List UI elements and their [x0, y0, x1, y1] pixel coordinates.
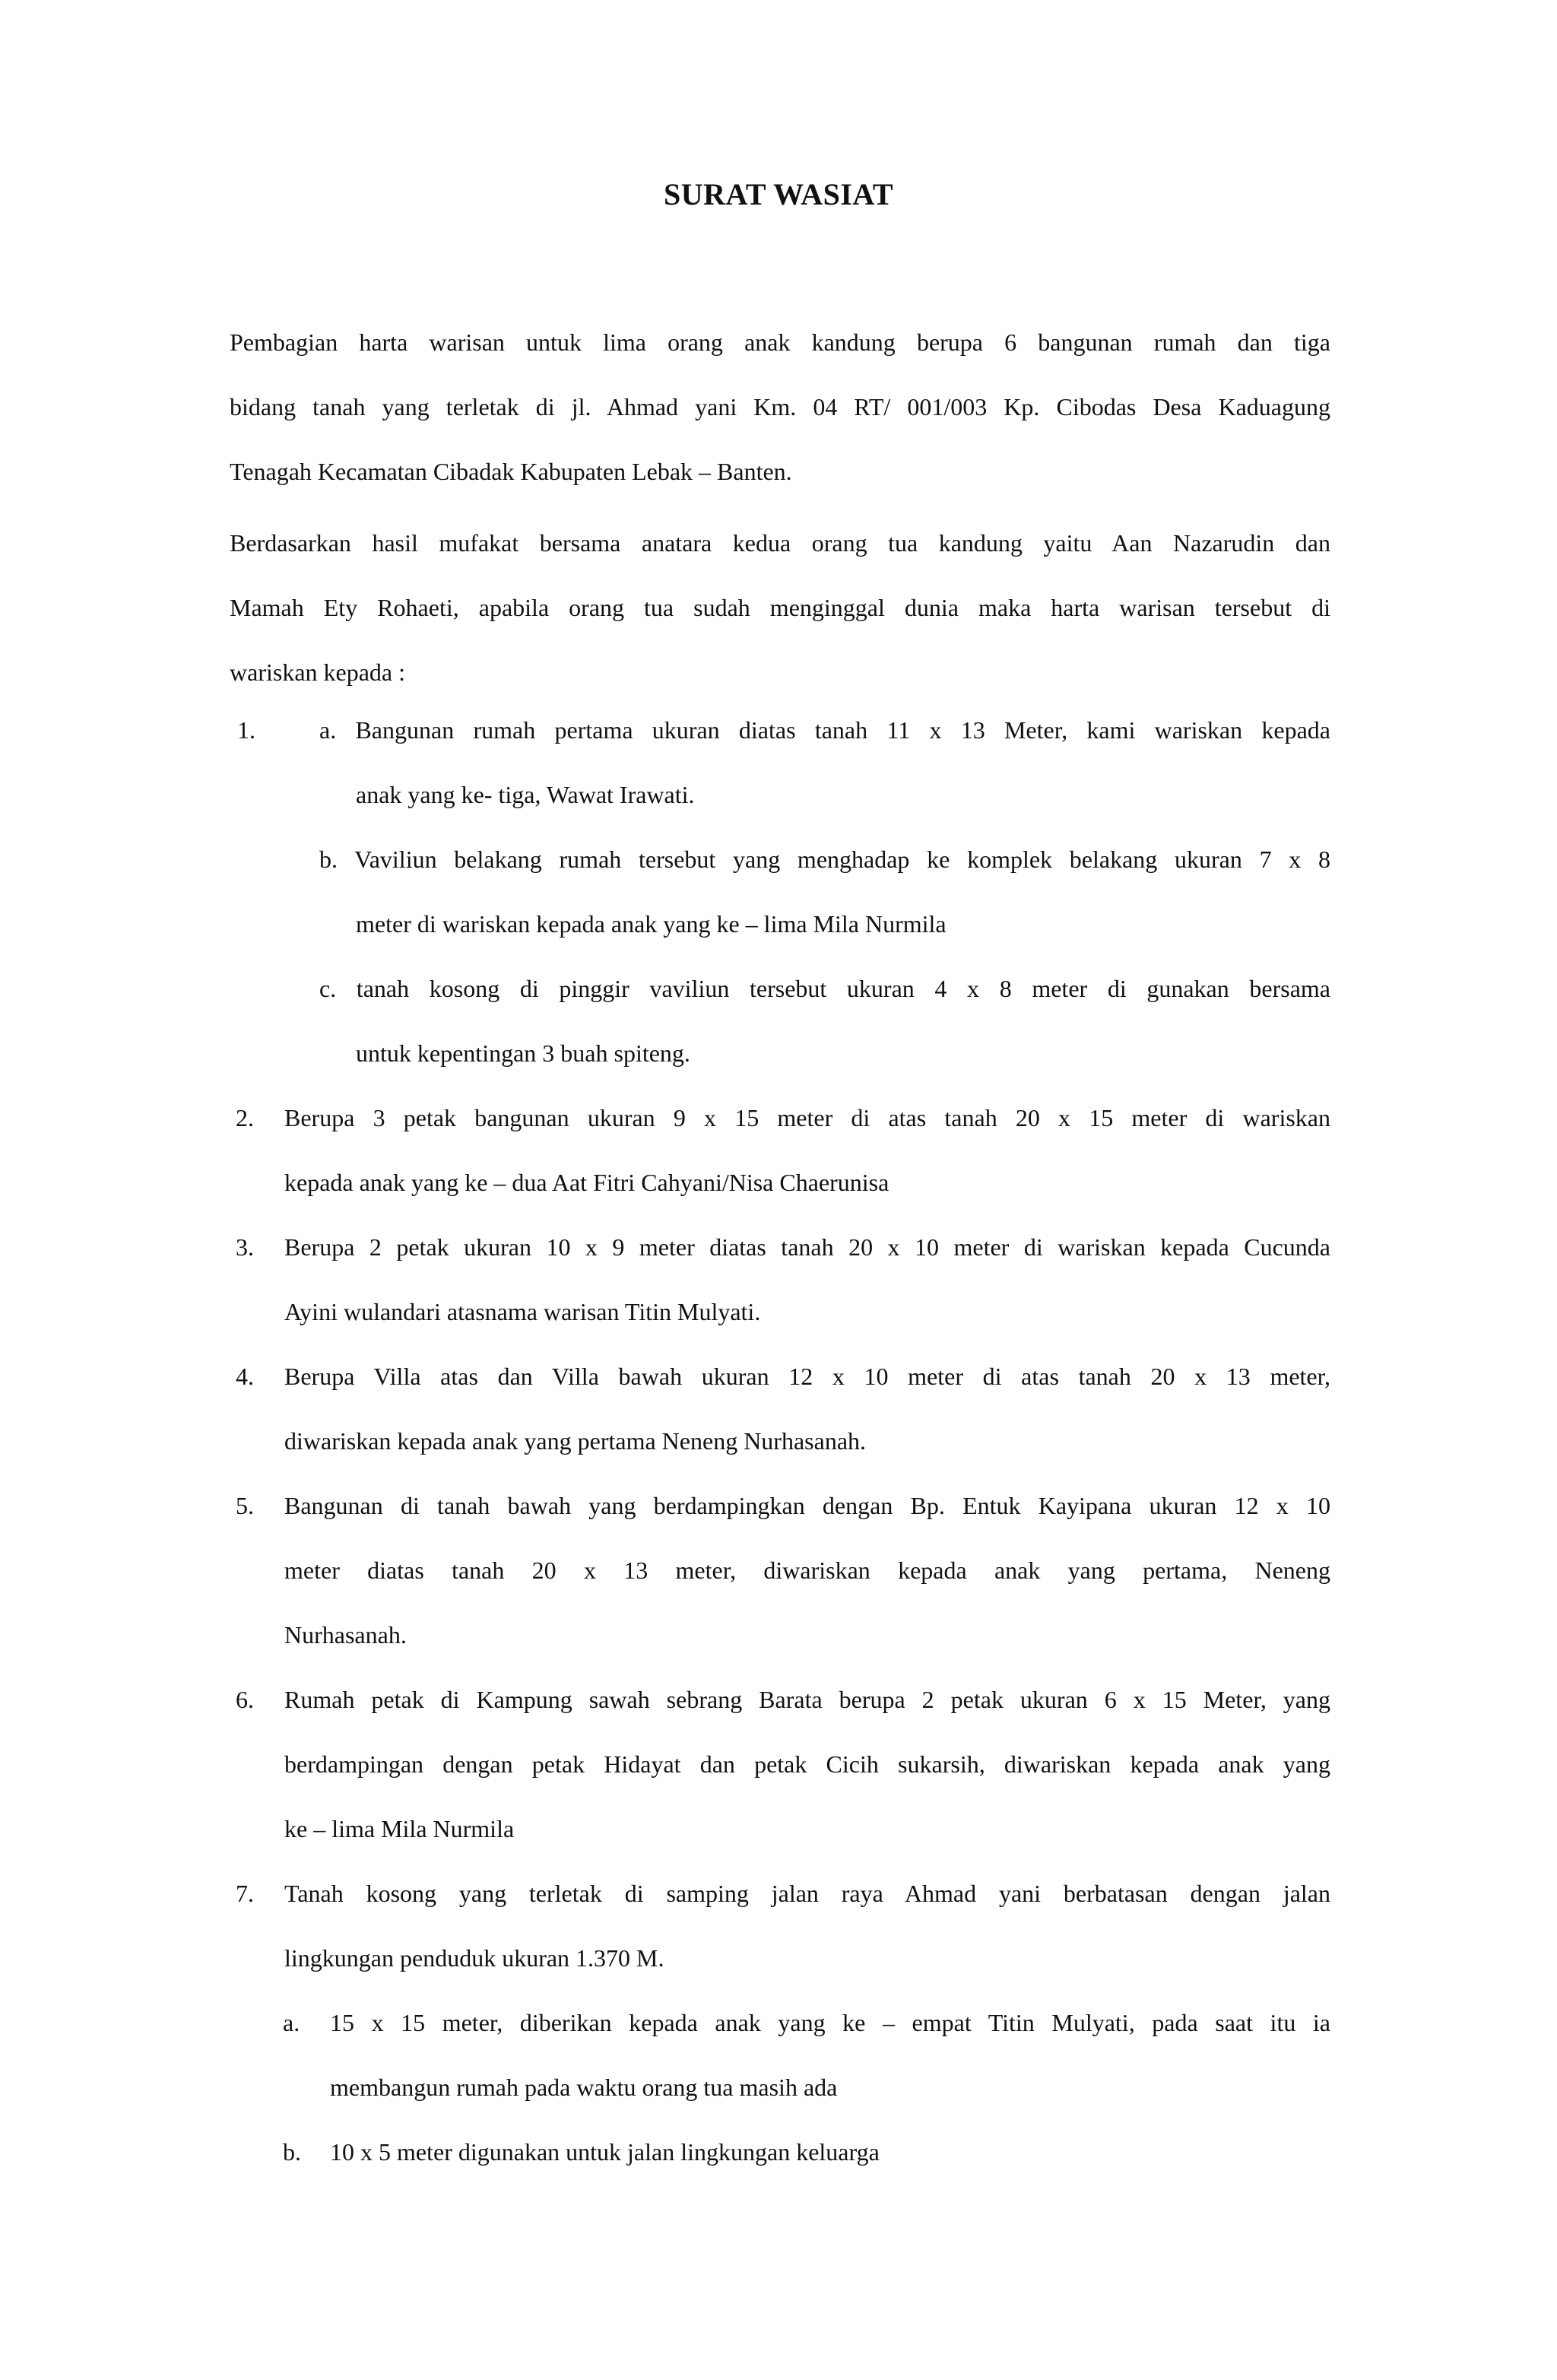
list-item-7-a: [283, 1991, 1330, 2120]
text-line: Berupa 3 petak bangunan ukuran 9 x 15 meter di atas tanah 20 x 15 meter di wariskan: [284, 1104, 1330, 1131]
list-item-number: 6.: [236, 1686, 254, 1713]
text-line: c. tanah kosong di pinggir vaviliun tersebut ukuran 4 x 8 meter di gunakan bersama: [319, 975, 1330, 1002]
text-line: bidang tanah yang terletak di jl. Ahmad yani Km. 04 RT/ 001/003 Kp. Cibodas Desa Kaduagung: [230, 393, 1330, 420]
text-line: Tanah kosong yang terletak di samping jalan raya Ahmad yani berbatasan dengan jalan: [284, 1880, 1330, 1907]
sub-item-letter: a.: [283, 2009, 300, 2036]
text-line: berdampingan dengan petak Hidayat dan petak Cicih sukarsih, diwariskan kepada anak yang: [284, 1750, 1330, 1778]
list-item-4: [230, 1344, 1330, 1474]
text-line: membangun rumah pada waktu orang tua masih ada: [330, 2074, 838, 2101]
list-item-7-b: [283, 2120, 1330, 2185]
text-line: meter diatas tanah 20 x 13 meter, diwariskan kepada anak yang pertama, Neneng: [284, 1557, 1330, 1584]
text-line: Rumah petak di Kampung sawah sebrang Barata berupa 2 petak ukuran 6 x 15 Meter, yang: [284, 1686, 1330, 1713]
text-line: meter di wariskan kepada anak yang ke – lima Mila Nurmila: [356, 910, 947, 938]
text-line: a. Bangunan rumah pertama ukuran diatas tanah 11 x 13 Meter, kami wariskan kepada: [319, 716, 1330, 744]
text-line: Berdasarkan hasil mufakat bersama anatara kedua orang tua kandung yaitu Aan Nazarudin dan: [230, 529, 1330, 557]
text-line: kepada anak yang ke – dua Aat Fitri Cahyani/Nisa Chaerunisa: [284, 1169, 889, 1196]
text-line: b. Vaviliun belakang rumah tersebut yang menghadap ke komplek belakang ukuran 7 x 8: [319, 846, 1330, 873]
text-line: Bangunan di tanah bawah yang berdampingkan dengan Bp. Entuk Kayipana ukuran 12 x 10: [284, 1492, 1330, 1519]
text-line: Tenagah Kecamatan Cibadak Kabupaten Lebak – Banten.: [230, 458, 792, 485]
text-line: 15 x 15 meter, diberikan kepada anak yang ke – empat Titin Mulyati, pada saat itu ia: [330, 2009, 1330, 2036]
text-line: lingkungan penduduk ukuran 1.370 M.: [284, 1944, 664, 1972]
text-line: Pembagian harta warisan untuk lima orang anak kandung berupa 6 bangunan rumah dan tiga: [230, 328, 1330, 356]
list-item-number: 2.: [236, 1104, 254, 1131]
text-line: anak yang ke- tiga, Wawat Irawati.: [356, 781, 695, 808]
text-line: Nurhasanah.: [284, 1621, 407, 1649]
list-item-3: [230, 1215, 1330, 1344]
sub-item-letter: b.: [283, 2138, 301, 2166]
list-item-1-c: [319, 957, 1330, 1086]
list-item-number: 4.: [236, 1363, 254, 1390]
list-item-number: 1.: [237, 716, 255, 744]
list-item-2: [230, 1086, 1330, 1215]
text-line: 10 x 5 meter digunakan untuk jalan lingkungan keluarga: [330, 2138, 880, 2166]
text-line: Mamah Ety Rohaeti, apabila orang tua sudah menginggal dunia maka harta warisan tersebut di: [230, 594, 1330, 621]
list-item-number: 7.: [236, 1880, 254, 1907]
text-line: Berupa Villa atas dan Villa bawah ukuran 12 x 10 meter di atas tanah 20 x 13 meter,: [284, 1363, 1330, 1390]
intro-paragraph-2: [230, 511, 1330, 705]
text-line: untuk kepentingan 3 buah spiteng.: [356, 1039, 690, 1067]
document-title: SURAT WASIAT: [663, 177, 894, 211]
list-item-5: [230, 1474, 1330, 1668]
intro-paragraph-1: [230, 310, 1330, 504]
text-line: ke – lima Mila Nurmila: [284, 1815, 515, 1842]
text-line: Berupa 2 petak ukuran 10 x 9 meter diatas tanah 20 x 10 meter di wariskan kepada Cucunda: [284, 1233, 1330, 1261]
list-item-number: 3.: [236, 1233, 254, 1261]
list-item-7: [230, 1861, 1330, 1991]
list-item-6: [230, 1668, 1330, 1861]
list-item-1-a: [319, 698, 1330, 827]
list-item-number: 5.: [236, 1492, 254, 1519]
text-line: diwariskan kepada anak yang pertama Neneng Nurhasanah.: [284, 1427, 867, 1455]
text-line: Ayini wulandari atasnama warisan Titin Mulyati.: [284, 1298, 761, 1325]
text-line: wariskan kepada :: [230, 658, 406, 686]
list-item-1-b: [319, 827, 1330, 957]
